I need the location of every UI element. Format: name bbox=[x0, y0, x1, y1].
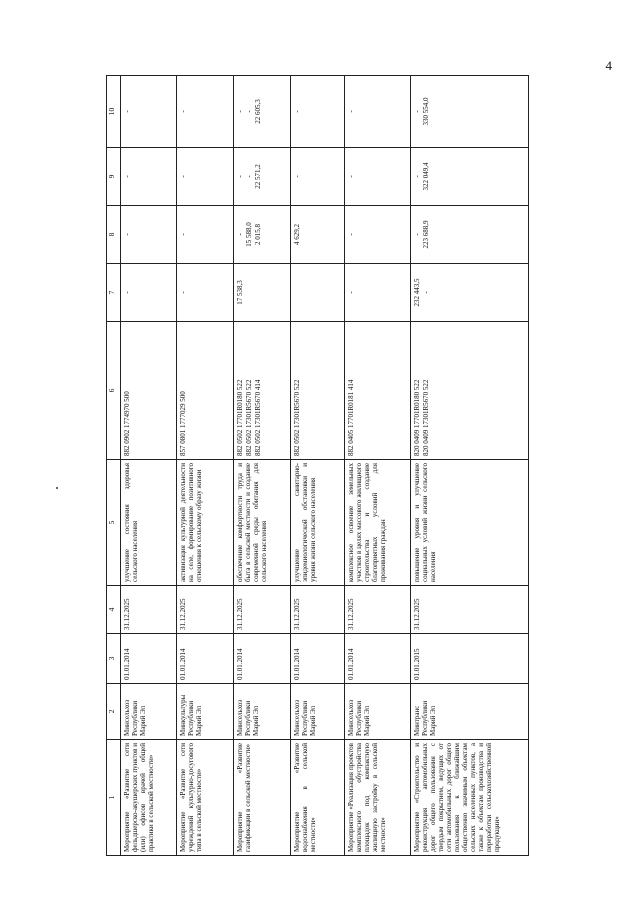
table-row bbox=[411, 76, 529, 856]
value: 2 015,8 bbox=[254, 224, 262, 245]
value: - bbox=[422, 291, 430, 294]
value: 232 443,5 bbox=[413, 278, 421, 307]
value bbox=[245, 267, 254, 318]
start-date: 01.01.2014 bbox=[345, 634, 411, 684]
value: - bbox=[293, 175, 301, 178]
rotated-table-container bbox=[106, 76, 526, 856]
value-col8 bbox=[234, 206, 291, 264]
value-col9 bbox=[177, 148, 234, 206]
value: 22 571,2 bbox=[254, 164, 262, 189]
value: - bbox=[123, 291, 131, 294]
value: - bbox=[413, 175, 421, 178]
scan-speck bbox=[56, 487, 58, 489]
value-col7 bbox=[345, 264, 411, 322]
value-col8 bbox=[177, 206, 234, 264]
start-date: 01.01.2015 bbox=[411, 634, 529, 684]
value: - bbox=[293, 110, 301, 113]
value-col10 bbox=[345, 76, 411, 148]
budget-code: 820 0409 17701R0180 522 bbox=[413, 379, 421, 456]
budget-code-cell bbox=[234, 322, 291, 460]
responsible-agency: Минтранс Республики Марий Эл bbox=[411, 684, 529, 740]
col-header-6: 6 bbox=[107, 322, 121, 460]
col-header-5: 5 bbox=[107, 460, 121, 586]
value: 22 605,3 bbox=[254, 99, 262, 124]
expected-result: улучшение состояния здоровья сельского населения bbox=[121, 460, 177, 586]
value-col10 bbox=[411, 76, 529, 148]
expected-result: комплексное освоение земельных участков в целях массового жилищного строительства и создание благоприятных условий для проживания граждан bbox=[345, 460, 411, 586]
value-col9 bbox=[121, 148, 177, 206]
page-number: 4 bbox=[605, 58, 612, 73]
value: - bbox=[245, 175, 253, 178]
col-header-1: 1 bbox=[107, 740, 121, 856]
budget-code-cell bbox=[121, 322, 177, 460]
measure-name: Мероприятие «Развитие сети учреждений культурно-досугового типа в сельской местности» bbox=[177, 740, 234, 856]
measure-name: Мероприятие «Развитие газификации в сельской местности» bbox=[234, 740, 291, 856]
table-row bbox=[177, 76, 234, 856]
value-col9 bbox=[234, 148, 291, 206]
value: - bbox=[123, 110, 131, 113]
end-date: 31.12.2025 bbox=[291, 586, 345, 634]
value: 4 629,2 bbox=[293, 224, 301, 245]
value: - bbox=[179, 291, 187, 294]
value-col7 bbox=[291, 264, 345, 322]
col-header-4: 4 bbox=[107, 586, 121, 634]
budget-code: 857 0801 1777029 500 bbox=[179, 391, 187, 456]
budget-code-cell bbox=[345, 322, 411, 460]
value-col10 bbox=[121, 76, 177, 148]
value: - bbox=[347, 110, 355, 113]
end-date: 31.12.2025 bbox=[411, 586, 529, 634]
start-date: 01.01.2014 bbox=[177, 634, 234, 684]
value: - bbox=[413, 110, 421, 113]
col-header-8: 8 bbox=[107, 206, 121, 264]
value: - bbox=[347, 291, 355, 294]
responsible-agency: Минсельхоз Республики Марий Эл bbox=[291, 684, 345, 740]
value bbox=[293, 267, 302, 318]
value-col7 bbox=[411, 264, 529, 322]
table-row bbox=[234, 76, 291, 856]
value: - bbox=[123, 175, 131, 178]
value: - bbox=[236, 110, 244, 113]
responsible-agency: Минсельхоз Республики Марий Эл bbox=[234, 684, 291, 740]
value-col7 bbox=[234, 264, 291, 322]
expected-result: обеспечение комфортности труда и быта в сельской местности и создание современной среды обитания для сельского населения bbox=[234, 460, 291, 586]
value-col9 bbox=[345, 148, 411, 206]
value: - bbox=[413, 233, 421, 236]
budget-code-cell bbox=[177, 322, 234, 460]
value: - bbox=[236, 233, 244, 236]
end-date: 31.12.2025 bbox=[177, 586, 234, 634]
value-col7 bbox=[121, 264, 177, 322]
col-header-2: 2 bbox=[107, 684, 121, 740]
table-row bbox=[291, 76, 345, 856]
col-header-9: 9 bbox=[107, 148, 121, 206]
start-date: 01.01.2014 bbox=[234, 634, 291, 684]
budget-code: 882 0902 1774970 500 bbox=[123, 391, 131, 456]
start-date: 01.01.2014 bbox=[121, 634, 177, 684]
value-col10 bbox=[177, 76, 234, 148]
value-col10 bbox=[291, 76, 345, 148]
measure-name: Мероприятие «Строительство и реконструкция автомобильных дорог общего пользования с твердым покрытием, ведущих от сети автомобильных дорог общего пользования к ближайшим общественно значимым объектам сельских населенных пунктов, а также к объектам производства и переработки сельскохозяйственной продукции» bbox=[411, 740, 529, 856]
value: - bbox=[245, 110, 253, 113]
end-date: 31.12.2025 bbox=[121, 586, 177, 634]
value: 330 554,0 bbox=[422, 97, 430, 126]
col-header-7: 7 bbox=[107, 264, 121, 322]
value bbox=[254, 267, 263, 318]
value: - bbox=[123, 233, 131, 236]
value-col9 bbox=[411, 148, 529, 206]
value: - bbox=[236, 175, 244, 178]
value-col9 bbox=[291, 148, 345, 206]
end-date: 31.12.2025 bbox=[345, 586, 411, 634]
expected-result: повышение уровня и улучшение социальных условий жизни сельского населения bbox=[411, 460, 529, 586]
measure-name: Мероприятие «Развитие водоснабжения в сельской местности» bbox=[291, 740, 345, 856]
value: 15 588,0 bbox=[245, 222, 253, 247]
value-col7 bbox=[177, 264, 234, 322]
col-header-3: 3 bbox=[107, 634, 121, 684]
budget-code: 882 0502 17301R5670 414 bbox=[254, 379, 262, 456]
value: 223 688,9 bbox=[422, 220, 430, 249]
budget-code: 882 0502 17701R0180 522 bbox=[236, 379, 244, 456]
budget-code-cell bbox=[291, 322, 345, 460]
value-col8 bbox=[345, 206, 411, 264]
col-header-10: 10 bbox=[107, 76, 121, 148]
budget-code: 882 0502 17301R5670 522 bbox=[245, 379, 253, 456]
measure-name: Мероприятие «Реализация проектов комплексного обустройства площадок под компактную жилищную застройку в сельской местности» bbox=[345, 740, 411, 856]
end-date: 31.12.2025 bbox=[234, 586, 291, 634]
value: 17 538,3 bbox=[236, 280, 244, 305]
value: - bbox=[347, 175, 355, 178]
measure-name: Мероприятие «Развитие сети фельдшерско-акушерских пунктов и (или) офисов врачей общей практики в сельской местности» bbox=[121, 740, 177, 856]
value: - bbox=[347, 233, 355, 236]
budget-code-cell bbox=[411, 322, 529, 460]
expected-result: улучшение санитарно-эпидемиологической обстановки и уровня жизни сельского населения bbox=[291, 460, 345, 586]
value: - bbox=[179, 175, 187, 178]
responsible-agency: Минсельхоз Республики Марий Эл bbox=[345, 684, 411, 740]
header-row bbox=[107, 76, 121, 856]
value: - bbox=[179, 110, 187, 113]
expected-result: активизация культурной деятельности на селе, формирование позитивного отношения к сельскому образу жизни bbox=[177, 460, 234, 586]
budget-code: 820 0409 17301R5670 522 bbox=[422, 379, 430, 456]
table-row bbox=[121, 76, 177, 856]
responsible-agency: Минкультуры Республики Марий Эл bbox=[177, 684, 234, 740]
program-measures-table bbox=[106, 75, 529, 856]
responsible-agency: Минсельхоз Республики Марий Эл bbox=[121, 684, 177, 740]
budget-code: 882 0405 17701R0181 414 bbox=[347, 379, 355, 456]
value-col8 bbox=[291, 206, 345, 264]
value-col8 bbox=[411, 206, 529, 264]
budget-code: 882 0502 17301R5670 522 bbox=[293, 379, 301, 456]
table-row bbox=[345, 76, 411, 856]
value: - bbox=[179, 233, 187, 236]
start-date: 01.01.2014 bbox=[291, 634, 345, 684]
value-col10 bbox=[234, 76, 291, 148]
value: 322 049,4 bbox=[422, 162, 430, 191]
value-col8 bbox=[121, 206, 177, 264]
